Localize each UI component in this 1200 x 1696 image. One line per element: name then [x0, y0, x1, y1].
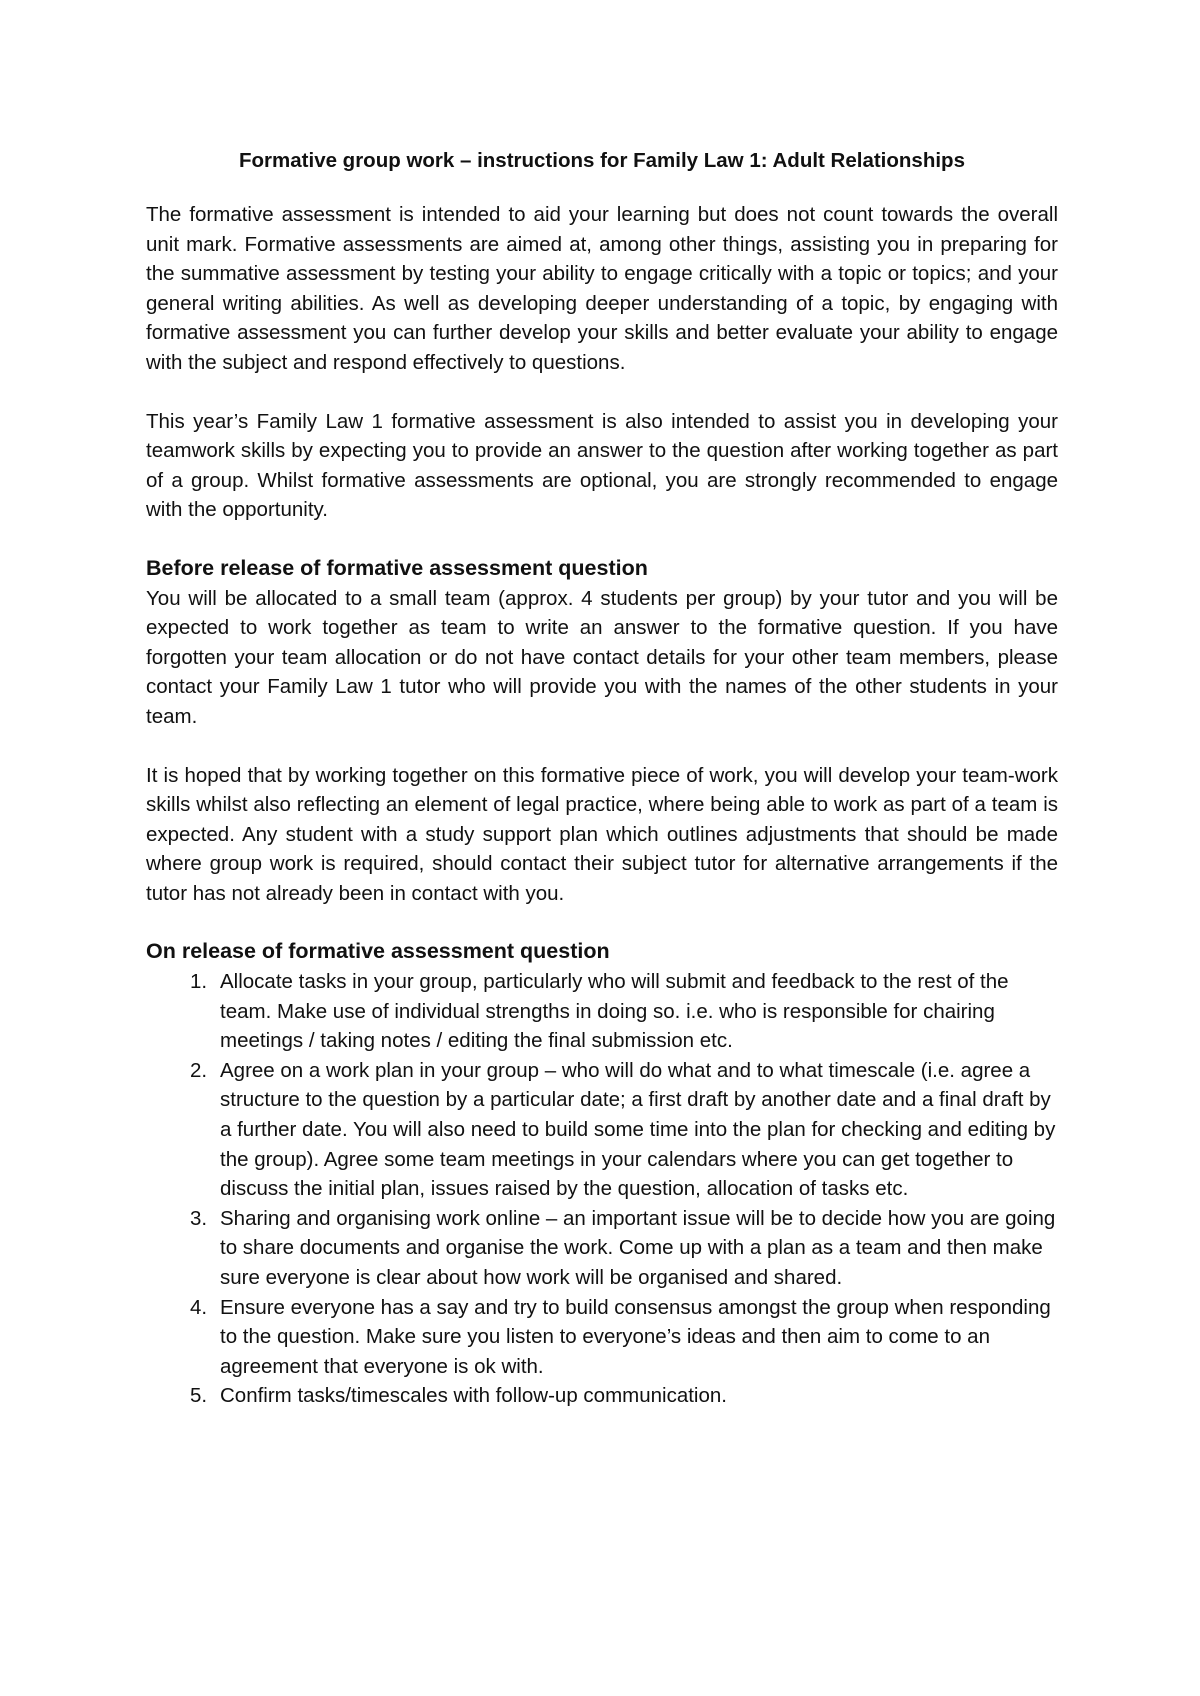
- on-release-section: [146, 937, 1058, 1411]
- list-item: [146, 1293, 1058, 1382]
- step-number: 3.: [190, 1206, 208, 1230]
- step-number: 2.: [190, 1058, 208, 1082]
- list-item: [146, 1381, 1058, 1411]
- step-text: Confirm tasks/timescales with follow-up communication.: [220, 1384, 727, 1408]
- step-text: Allocate tasks in your group, particularly who will submit and feedback to the rest of the team. Make use of individual strengths in doing so. i.e. who is responsible for chairing meetings / taking notes / editing the final submission etc.: [220, 970, 1009, 1053]
- step-text: Sharing and organising work online – an important issue will be to decide how you are going to share documents and organise the work. Come up with a plan as a team and then make sure everyone is clear about how work will be organised and shared.: [220, 1206, 1056, 1289]
- step-number: 5.: [190, 1384, 208, 1408]
- list-item: [146, 1204, 1058, 1293]
- steps-list: [146, 967, 1058, 1411]
- intro-paragraph-2: This year’s Family Law 1 formative assessment is also intended to assist you in developing your teamwork skills by expecting you to provide an answer to the question after working together as part of a group. Whilst formative assessments are optional, you are strongly recommended to engage with the opportunity.: [146, 409, 1058, 522]
- step-number: 4.: [190, 1295, 208, 1319]
- before-release-heading: Before release of formative assessment question: [146, 555, 648, 580]
- before-release-paragraph-2: It is hoped that by working together on this formative piece of work, you will develop your team-work skills whilst also reflecting an element of legal practice, where being able to work as part of a team is expected. Any student with a study support plan which outlines adjustments that should be made where group work is required, should contact their subject tutor for alternative arrangements if the tutor has not already been in contact with you.: [146, 763, 1058, 905]
- document-title: Formative group work – instructions for Family Law 1: Adult Relationships: [239, 149, 965, 172]
- intro-paragraph-1: The formative assessment is intended to aid your learning but does not count towards the overall unit mark. Formative assessments are aimed at, among other things, assisting you in preparing for the summative assessment by testing your ability to engage critically with a topic or topics; and your general writing abilities. As well as developing deeper understanding of a topic, by engaging with formative assessment you can further develop your skills and better evaluate your ability to engage with the subject and respond effectively to questions.: [146, 203, 1058, 374]
- step-text: Ensure everyone has a say and try to build consensus amongst the group when responding to the question. Make sure you listen to everyone’s ideas and then aim to come to an agreement that everyone is ok with.: [220, 1295, 1051, 1378]
- step-text: Agree on a work plan in your group – who will do what and to what timescale (i.e. agree a structure to the question by a particular date; a first draft by another date and a final draft by a further date. You will also need to build some time into the plan for checking and editing by the group). Agree some team meetings in your calendars where you can get together to discuss the initial plan, issues raised by the question, allocation of tasks etc.: [220, 1058, 1056, 1201]
- list-item: [146, 967, 1058, 1056]
- list-item: [146, 1056, 1058, 1204]
- step-number: 1.: [190, 970, 208, 994]
- on-release-heading: On release of formative assessment question: [146, 939, 610, 964]
- before-release-section: [146, 554, 1058, 732]
- before-release-paragraph-1: You will be allocated to a small team (approx. 4 students per group) by your tutor and you will be expected to work together as team to write an answer to the formative question. If you have forgotten your team allocation or do not have contact details for your other team members, please contact your Family Law 1 tutor who will provide you with the names of the other students in your team.: [146, 586, 1058, 728]
